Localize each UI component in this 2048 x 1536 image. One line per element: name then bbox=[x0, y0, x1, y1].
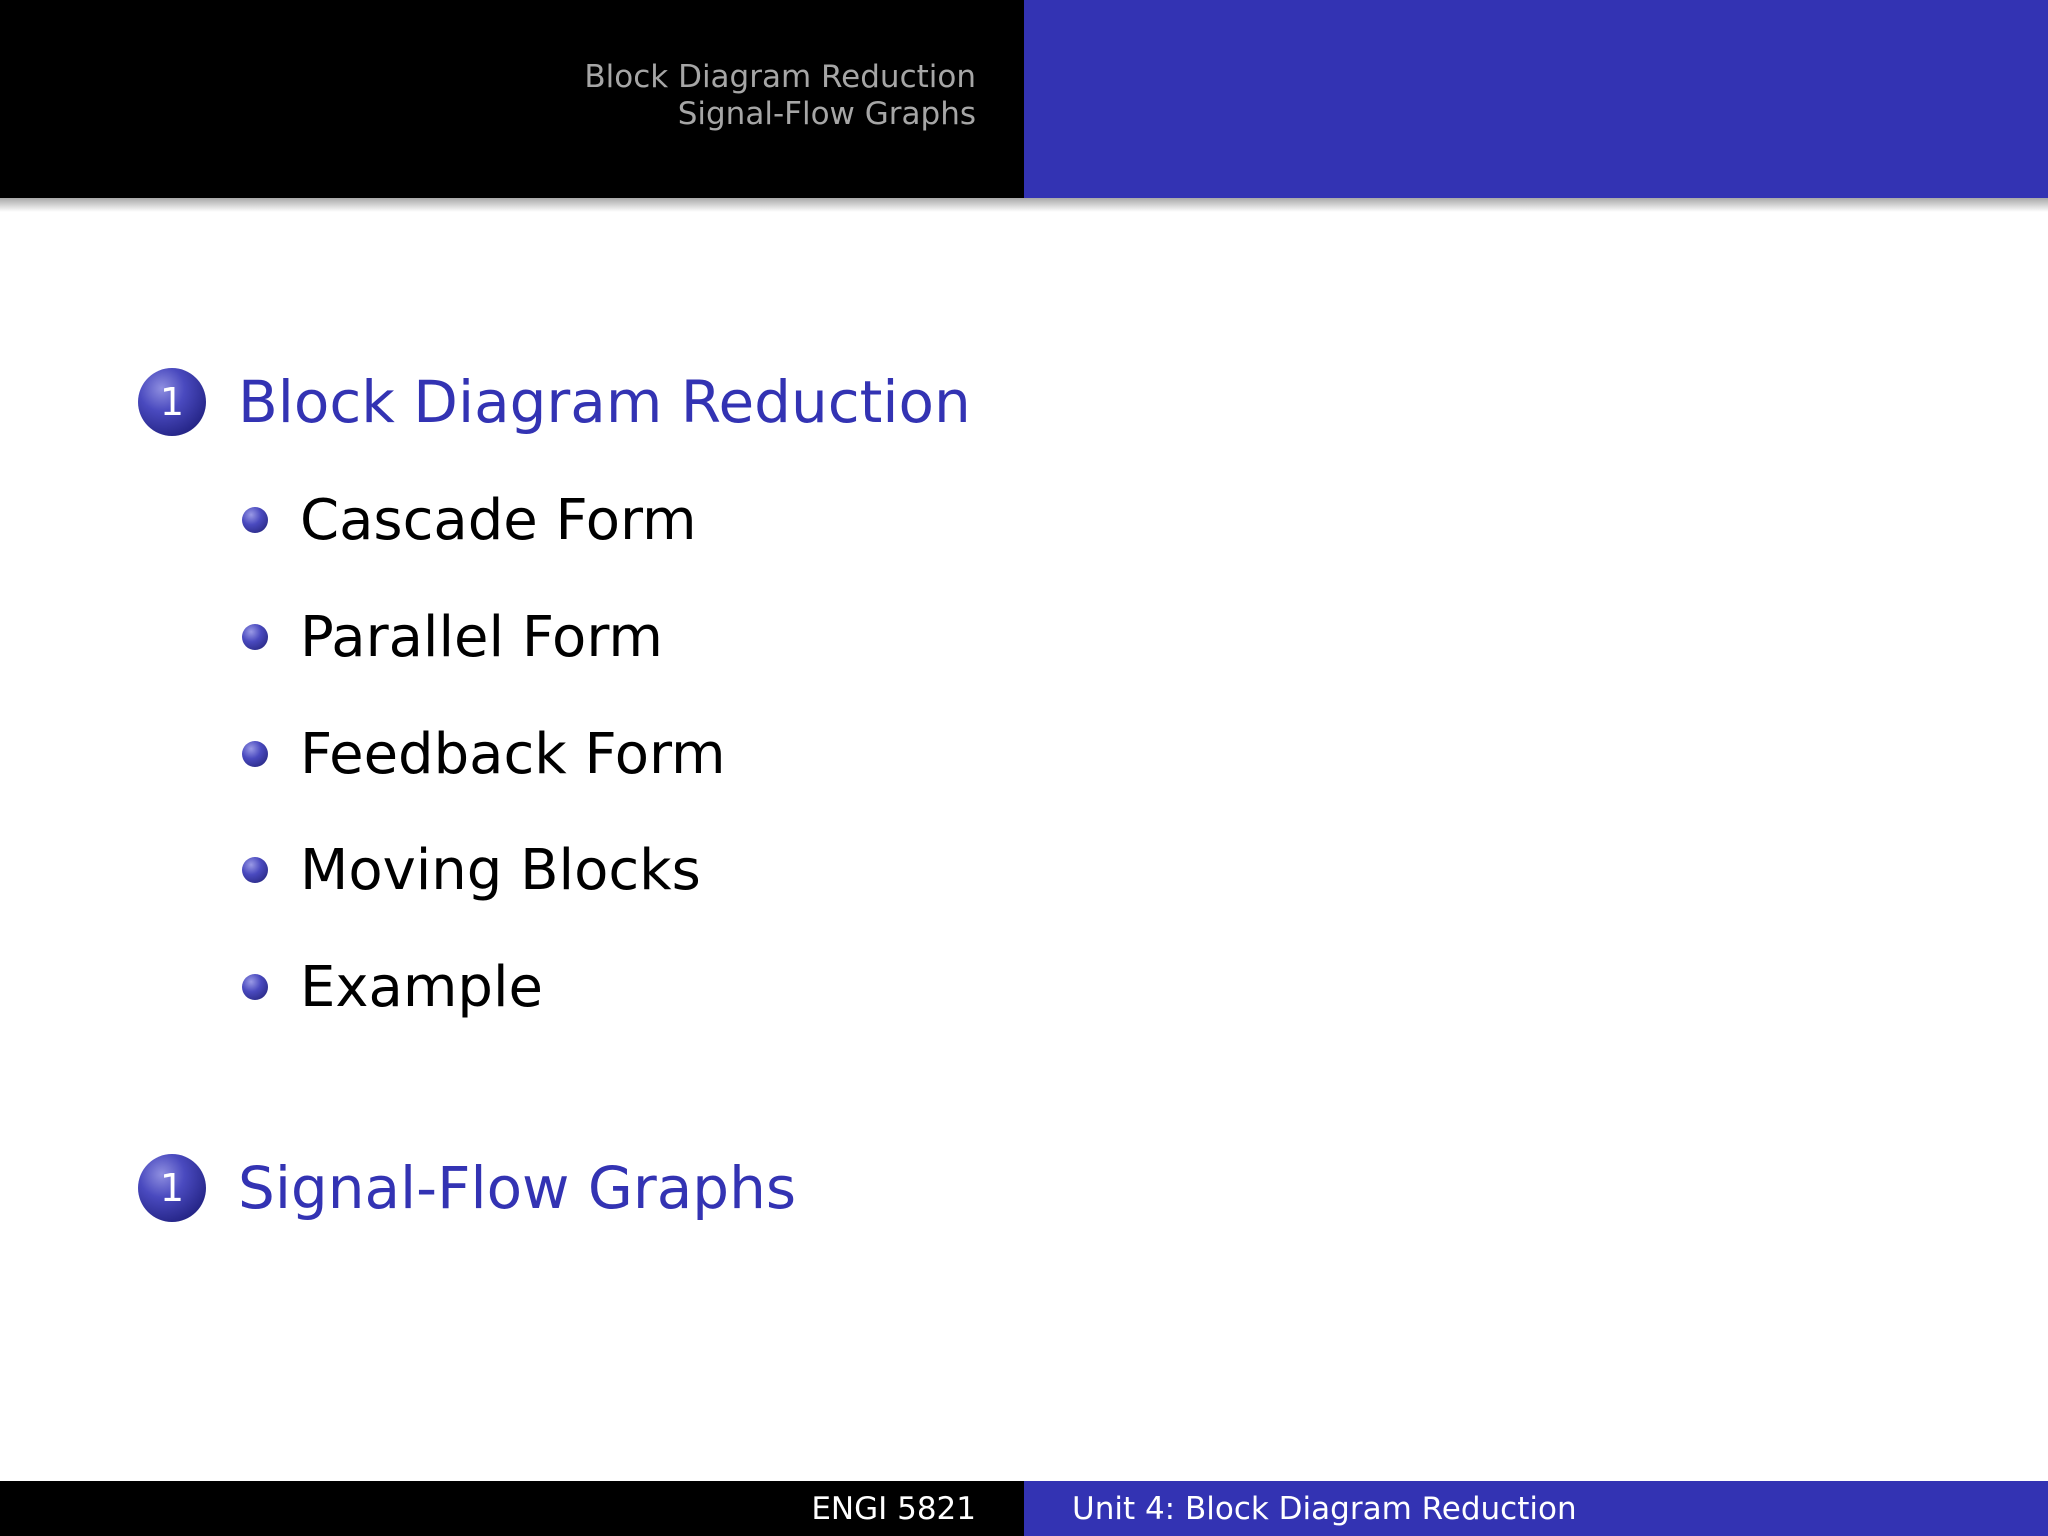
toc-subsection-moving-blocks[interactable] bbox=[242, 835, 701, 905]
section-number-ball-icon: 1 bbox=[138, 368, 206, 436]
nav-section-block-diagram-reduction[interactable]: Block Diagram Reduction bbox=[584, 59, 976, 95]
subsection-label: Parallel Form bbox=[300, 604, 663, 670]
toc-subsection-cascade-form[interactable] bbox=[242, 485, 697, 555]
bullet-ball-icon bbox=[242, 507, 268, 533]
footer-course-code: ENGI 5821 bbox=[811, 1491, 976, 1527]
toc-section-block-diagram-reduction[interactable] bbox=[138, 366, 971, 438]
subsection-label: Moving Blocks bbox=[300, 837, 701, 903]
header-bar bbox=[0, 0, 2048, 198]
toc-subsection-feedback-form[interactable] bbox=[242, 719, 726, 789]
footer-bar bbox=[0, 1481, 2048, 1536]
toc-subsection-parallel-form[interactable] bbox=[242, 602, 663, 672]
toc-section-signal-flow-graphs[interactable] bbox=[138, 1152, 796, 1224]
toc-subsection-example[interactable] bbox=[242, 952, 543, 1022]
bullet-ball-icon bbox=[242, 624, 268, 650]
header-right-panel bbox=[1024, 0, 2048, 198]
bullet-ball-icon bbox=[242, 741, 268, 767]
bullet-ball-icon bbox=[242, 974, 268, 1000]
subsection-label: Feedback Form bbox=[300, 721, 726, 787]
subsection-label: Example bbox=[300, 954, 543, 1020]
header-shadow bbox=[0, 198, 2048, 212]
nav-section-signal-flow-graphs[interactable]: Signal-Flow Graphs bbox=[677, 96, 976, 132]
footer-unit-title: Unit 4: Block Diagram Reduction bbox=[1072, 1491, 1577, 1527]
section-number-ball-icon: 1 bbox=[138, 1154, 206, 1222]
subsection-label: Cascade Form bbox=[300, 487, 697, 553]
section-title: Signal-Flow Graphs bbox=[238, 1154, 797, 1222]
section-title: Block Diagram Reduction bbox=[238, 368, 971, 436]
bullet-ball-icon bbox=[242, 857, 268, 883]
